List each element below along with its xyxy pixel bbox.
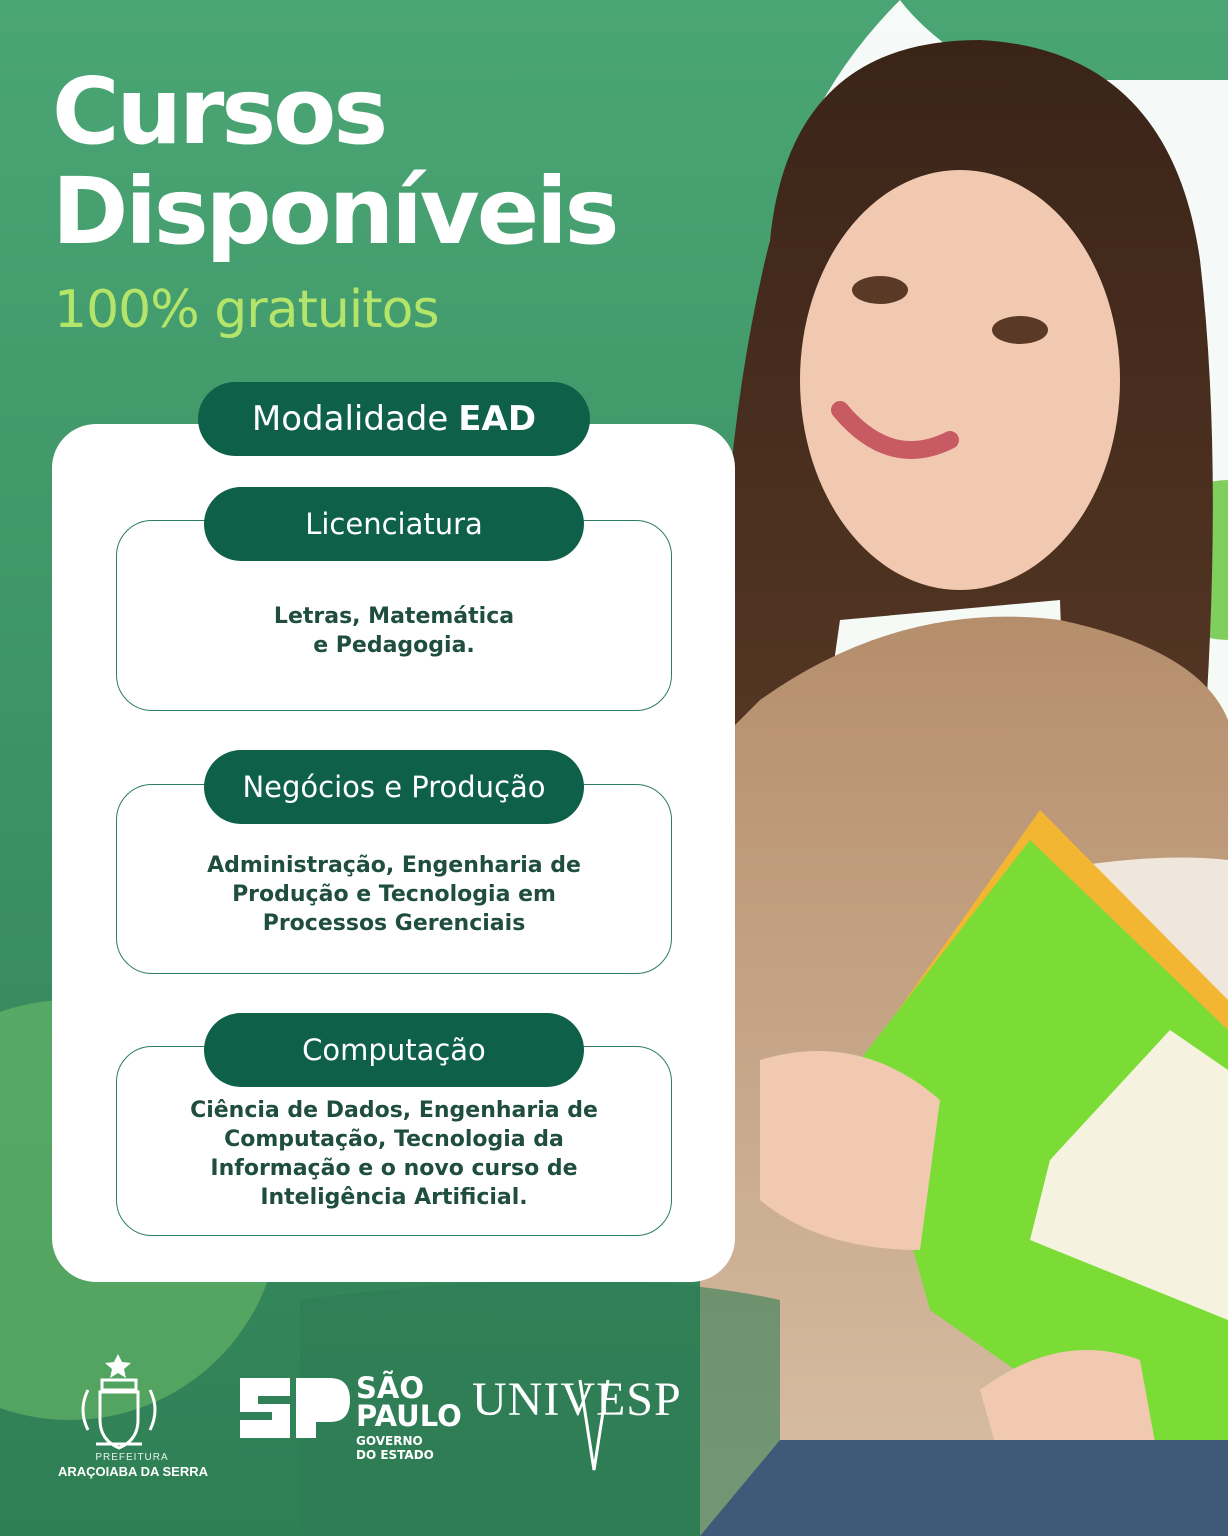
course-description	[207, 851, 581, 938]
page-subtitle: 100% gratuitos	[54, 280, 439, 340]
course-line: Computação, Tecnologia da	[224, 1127, 564, 1152]
univesp-logo: UNIVESP	[472, 1373, 682, 1426]
course-description	[274, 602, 514, 660]
modality-value: EAD	[458, 399, 537, 439]
course-line: Ciência de Dados, Engenharia de	[190, 1098, 598, 1123]
title-line-2: Disponíveis	[52, 158, 617, 265]
modality-badge	[198, 382, 590, 456]
sp-name	[356, 1371, 462, 1433]
sp-gov-line: DO ESTADO	[356, 1448, 434, 1462]
modality-label: Modalidade	[251, 399, 449, 439]
title-line-1: Cursos	[52, 58, 386, 165]
prefeitura-name: ARAÇOIABA DA SERRA	[58, 1464, 208, 1479]
sp-gov	[356, 1434, 434, 1462]
course-line: Informação e o novo curso de	[210, 1156, 578, 1181]
course-line: e Pedagogia.	[313, 632, 475, 658]
course-line: Processos Gerenciais	[262, 910, 526, 936]
sp-name-line: SÃO	[356, 1371, 424, 1405]
course-line: Letras, Matemática	[273, 603, 515, 629]
page-title	[52, 58, 617, 265]
sp-gov-line: GOVERNO	[356, 1434, 423, 1448]
course-line: Inteligência Artificial.	[260, 1185, 528, 1210]
course-line: Produção e Tecnologia em	[232, 881, 556, 907]
prefeitura-label: PREFEITURA	[95, 1452, 169, 1463]
sp-name-line: PAULO	[356, 1399, 462, 1433]
category-pill-licenciatura: Licenciatura	[204, 487, 584, 561]
sp-logo-icon	[240, 1378, 350, 1438]
course-line: Administração, Engenharia de	[207, 852, 581, 878]
prefeitura-crest-icon	[83, 1354, 155, 1448]
category-pill-negocios: Negócios e Produção	[204, 750, 584, 824]
category-pill-computacao: Computação	[204, 1013, 584, 1087]
course-description	[190, 1096, 598, 1212]
